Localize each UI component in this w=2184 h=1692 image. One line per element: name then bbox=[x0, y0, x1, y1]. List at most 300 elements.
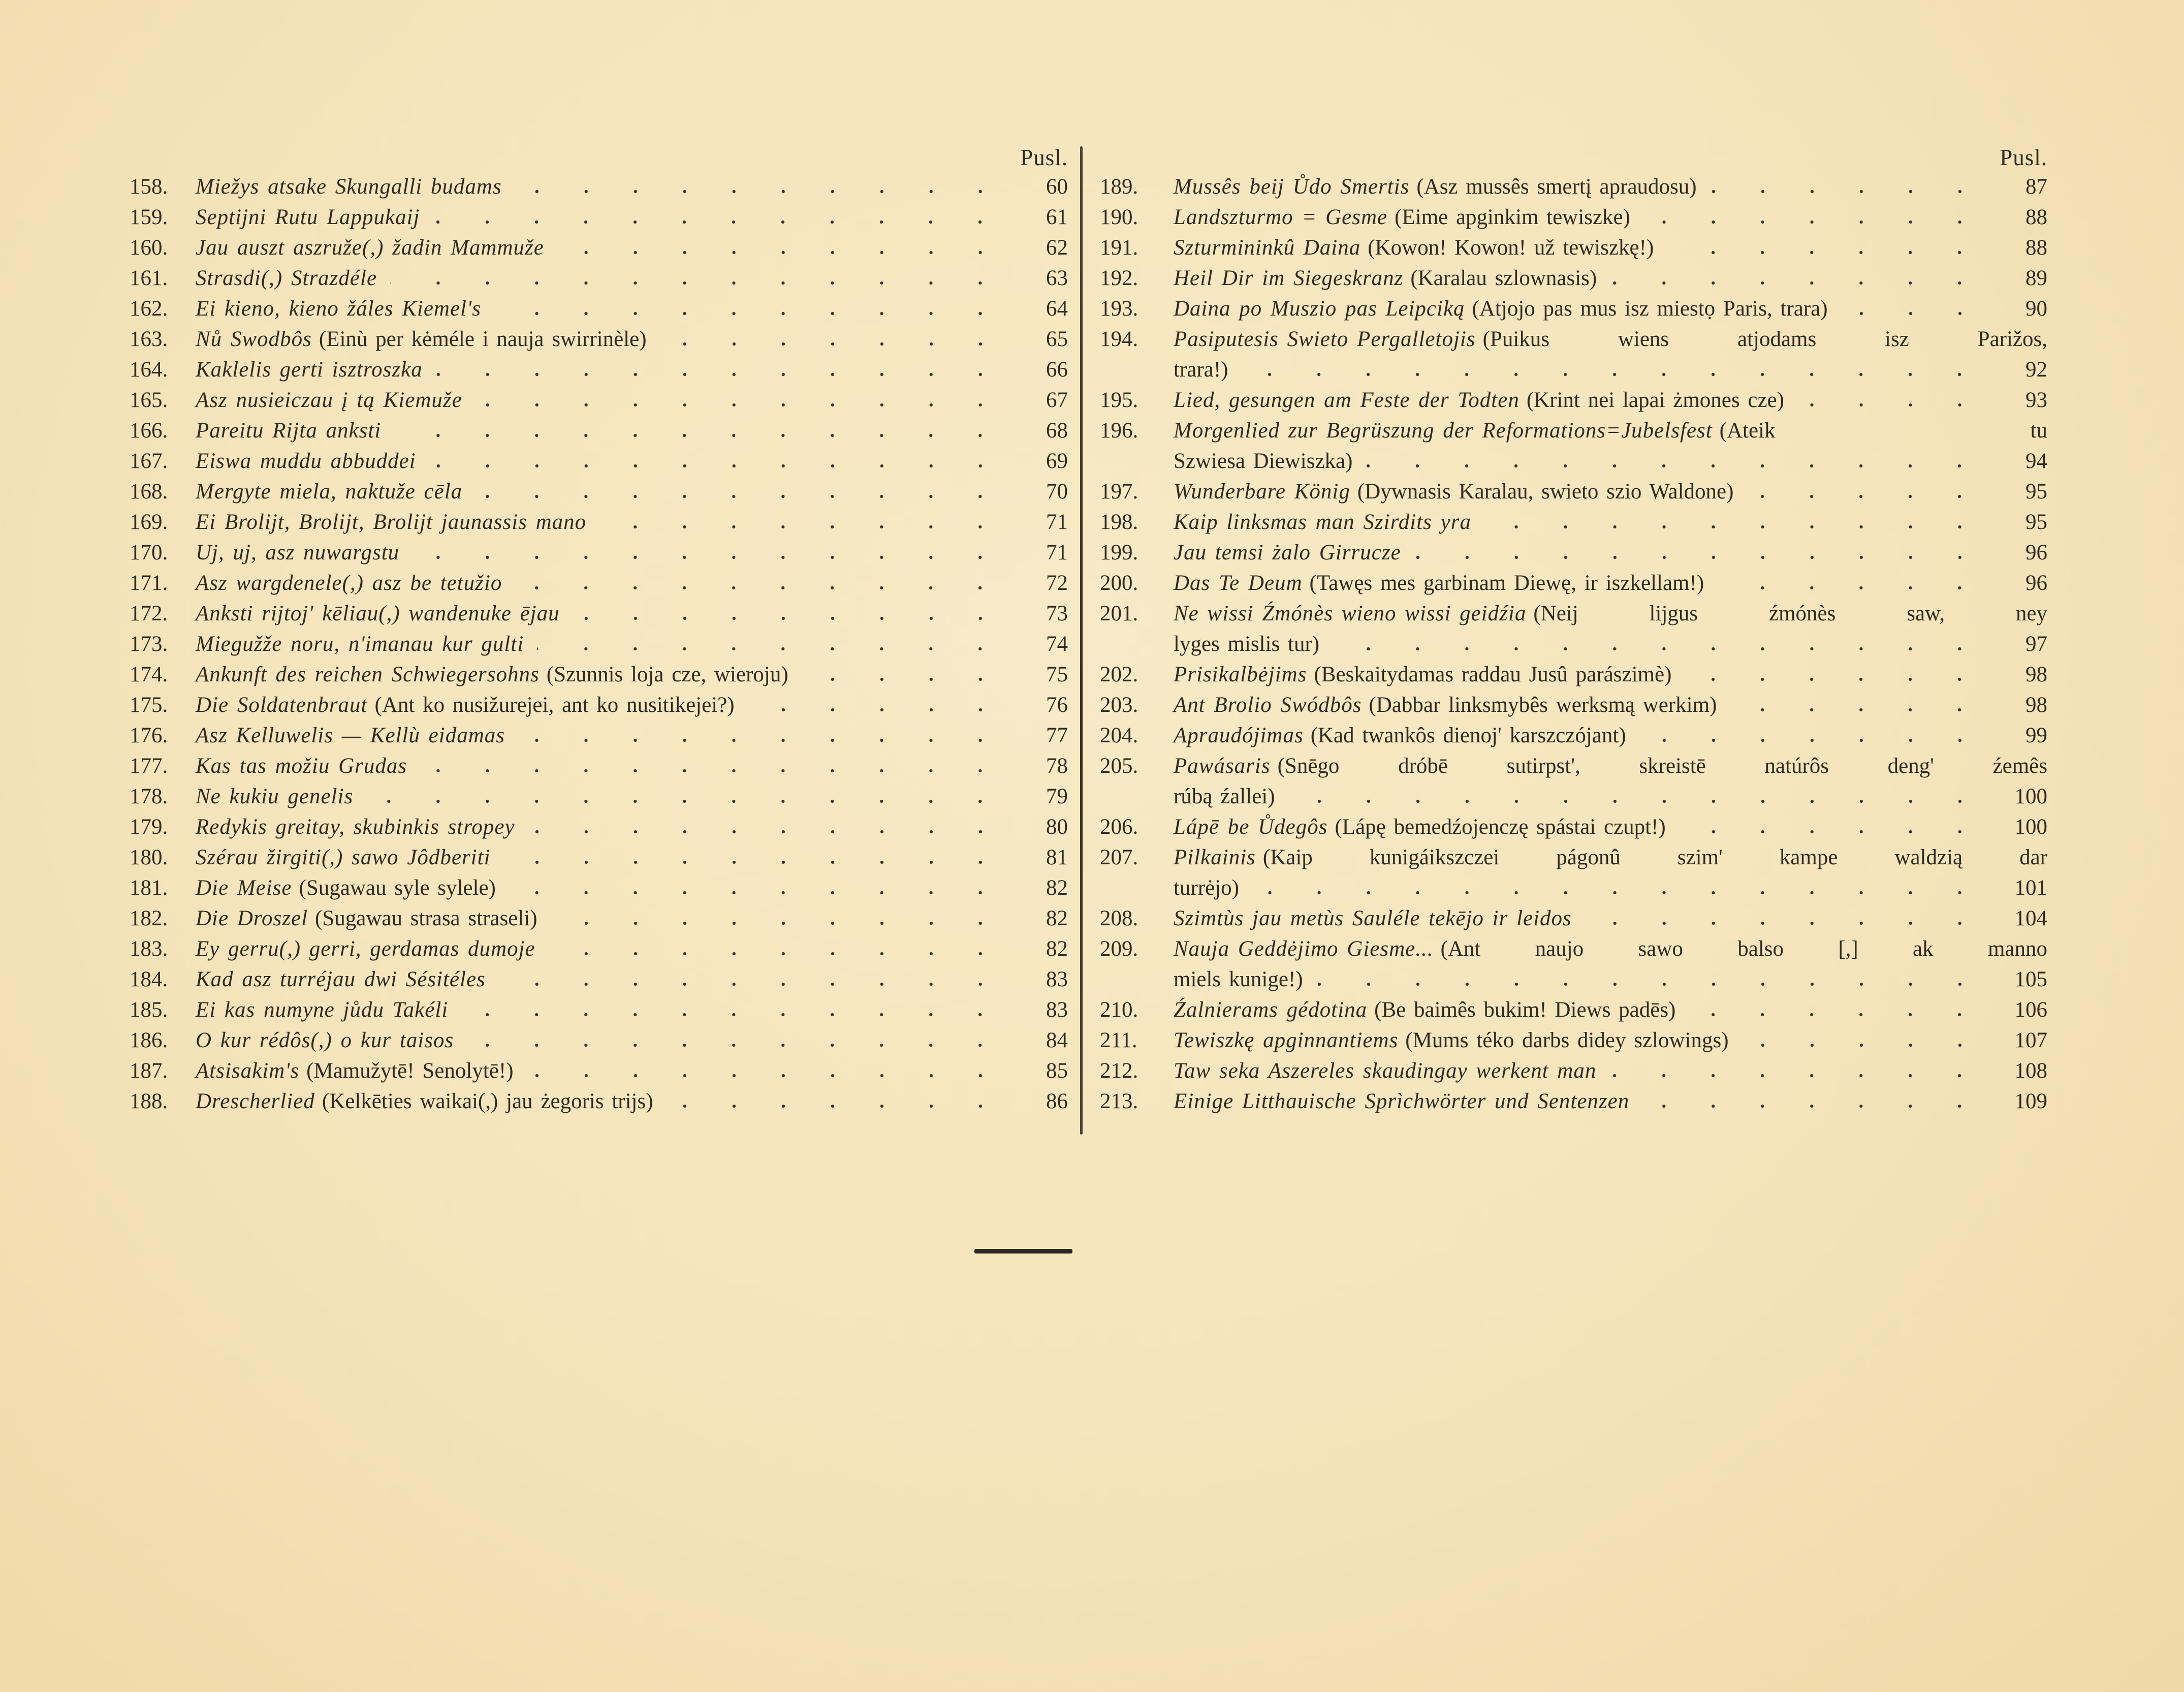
toc-entry bbox=[130, 263, 1068, 294]
page-number: 95 bbox=[2025, 480, 2047, 504]
entry-subtitle: (Kowon! Kowon! už tewiszkę!) bbox=[1368, 236, 1654, 260]
left-pusl-header: Pusl. bbox=[1020, 145, 1068, 170]
entry-text bbox=[1174, 599, 2047, 629]
entry-text bbox=[1174, 660, 1671, 690]
page-number: 70 bbox=[1046, 480, 1068, 504]
entry-number: 174. bbox=[130, 663, 168, 686]
entry-text bbox=[196, 416, 381, 446]
toc-entry bbox=[1100, 507, 2047, 538]
toc-entry bbox=[130, 964, 1068, 995]
entry-number: 162. bbox=[130, 297, 168, 321]
entry-text bbox=[1174, 903, 1572, 934]
entry-number: 180. bbox=[130, 845, 168, 869]
entry-number: 210. bbox=[1100, 998, 1138, 1022]
entry-number: 203. bbox=[1100, 693, 1138, 717]
toc-entry bbox=[1100, 477, 2047, 507]
entry-title: Szturmininkû Daina bbox=[1174, 236, 1361, 260]
toc-entry bbox=[130, 294, 1068, 324]
dot-leader bbox=[1288, 798, 1984, 804]
entry-title: Eiswa muddu abbuddei bbox=[196, 449, 416, 473]
page-number: 105 bbox=[2014, 967, 2047, 991]
toc-entry bbox=[1100, 1086, 2047, 1117]
page-number: 94 bbox=[2025, 449, 2047, 473]
page-number: 98 bbox=[2025, 663, 2047, 686]
entry-title: Pawásaris bbox=[1174, 754, 1271, 778]
toc-entry-continuation bbox=[1100, 873, 2047, 903]
entry-number: 169. bbox=[130, 510, 168, 534]
entry-continuation-text: Szwiesa Diewiszka) bbox=[1174, 449, 1353, 473]
dot-leader bbox=[549, 951, 1005, 957]
page-number: 68 bbox=[1046, 419, 1068, 443]
entry-title: Ne kukiu genelis bbox=[196, 785, 354, 808]
dot-leader bbox=[1484, 524, 1984, 530]
toc-entry-continuation bbox=[1100, 355, 2047, 385]
entry-title: Tewiszkę apginnantiems bbox=[1174, 1028, 1399, 1052]
toc-entry bbox=[130, 599, 1068, 629]
dot-leader bbox=[1643, 219, 1984, 225]
toc-entry bbox=[1100, 538, 2047, 568]
dot-leader bbox=[748, 707, 1005, 713]
entry-text bbox=[1174, 233, 1654, 263]
entry-number: 208. bbox=[1100, 906, 1138, 930]
entry-text bbox=[1174, 538, 1401, 568]
toc-entry bbox=[1100, 720, 2047, 751]
page-number: 77 bbox=[1046, 724, 1068, 747]
entry-title: Anksti rijtoj' kēliau(,) wandenuke ējau bbox=[196, 602, 560, 625]
toc-entry bbox=[1100, 751, 2047, 781]
toc-entry bbox=[1100, 934, 2047, 964]
toc-entry bbox=[130, 660, 1068, 690]
entry-text bbox=[1174, 720, 1626, 751]
entry-subtitle: (Puikus wiens atjodams isz Parižos, bbox=[1482, 327, 2047, 351]
entry-text bbox=[1174, 477, 1733, 507]
entry-title: Szimtùs jau metùs Sauléle tekējo ir leidos bbox=[1174, 906, 1572, 930]
toc-entry bbox=[1100, 1056, 2047, 1086]
dot-leader bbox=[420, 768, 1005, 774]
entry-title: Septijni Rutu Lappukaij bbox=[196, 205, 420, 229]
entry-text bbox=[196, 385, 462, 416]
page-number: 87 bbox=[2025, 175, 2047, 199]
toc-left-column bbox=[130, 143, 1068, 1117]
entry-title: Landszturmo = Gesme bbox=[1174, 205, 1388, 229]
entry-subtitle: (Einù per kėméle i nauja swirrinèle) bbox=[319, 327, 647, 351]
entry-text bbox=[1174, 172, 1697, 202]
page-number: 90 bbox=[2025, 297, 2047, 321]
entry-subtitle: (Ant ko nusižurejei, ant ko nusitikejei?) bbox=[374, 693, 735, 717]
page-number: 63 bbox=[1046, 266, 1068, 290]
entry-text bbox=[1174, 294, 1828, 324]
left-entry-rows bbox=[130, 172, 1068, 1117]
toc-entry-continuation bbox=[1100, 629, 2047, 660]
toc-entry bbox=[130, 781, 1068, 812]
toc-entry bbox=[130, 1056, 1068, 1086]
entry-continuation-text: miels kunige!) bbox=[1174, 967, 1303, 991]
dot-leader bbox=[515, 189, 1005, 195]
entry-title: Wunderbare König bbox=[1174, 480, 1350, 504]
toc-entry bbox=[130, 873, 1068, 903]
entry-text bbox=[1174, 324, 2047, 355]
entry-number: 165. bbox=[130, 388, 168, 412]
entry-number: 163. bbox=[130, 327, 168, 351]
entry-title: Die Meise bbox=[196, 876, 292, 900]
toc-entry bbox=[130, 355, 1068, 385]
entry-number: 200. bbox=[1100, 571, 1138, 595]
toc-entry bbox=[130, 477, 1068, 507]
entry-text bbox=[196, 538, 399, 568]
toc-entry bbox=[1100, 903, 2047, 934]
entry-text bbox=[196, 507, 586, 538]
page-number: 96 bbox=[2025, 541, 2047, 565]
dot-leader bbox=[515, 585, 1005, 591]
entry-number: 209. bbox=[1100, 937, 1138, 961]
entry-text bbox=[196, 568, 502, 599]
entry-text bbox=[196, 629, 524, 660]
toc-entry bbox=[130, 233, 1068, 263]
dot-leader bbox=[1609, 1073, 1984, 1079]
entry-number: 204. bbox=[1100, 724, 1138, 747]
entry-text bbox=[1174, 1025, 1729, 1056]
toc-entry bbox=[1100, 416, 2047, 446]
entry-number: 161. bbox=[130, 266, 168, 290]
entry-title: Asz wargdenele(,) asz be tetužio bbox=[196, 571, 502, 595]
dot-leader bbox=[436, 371, 1005, 378]
entry-title: Miežys atsake Skungalli budams bbox=[196, 175, 502, 199]
entry-title: Das Te Deum bbox=[1174, 571, 1303, 595]
entry-text bbox=[196, 233, 544, 263]
entry-number: 195. bbox=[1100, 388, 1138, 412]
entry-number: 190. bbox=[1100, 205, 1138, 229]
page-number: 88 bbox=[2025, 236, 2047, 260]
dot-leader bbox=[537, 646, 1005, 652]
dot-leader bbox=[1730, 707, 1984, 713]
entry-title: Mussês beij Ůdo Smertis bbox=[1174, 175, 1410, 199]
entry-title: Ey gerru(,) gerri, gerdamas dumoje bbox=[196, 937, 535, 961]
entry-text bbox=[196, 324, 647, 355]
entry-title: Jau auszt aszruže(,) žadin Mammuže bbox=[196, 236, 544, 260]
dot-leader bbox=[504, 859, 1005, 865]
toc-right-column bbox=[1100, 143, 2047, 1117]
column-divider-rule bbox=[1080, 146, 1083, 1135]
entry-title: Heil Dir im Siegeskranz bbox=[1174, 266, 1404, 290]
entry-text bbox=[196, 903, 537, 934]
entry-text bbox=[196, 720, 505, 751]
dot-leader bbox=[1685, 676, 1984, 682]
toc-entry bbox=[130, 416, 1068, 446]
entry-subtitle: (Beskaitydamas raddau Jusû parászimè) bbox=[1314, 663, 1672, 686]
section-end-rule bbox=[974, 1249, 1072, 1254]
entry-text bbox=[1174, 842, 2047, 873]
entry-title: Lied, gesungen am Feste der Todten bbox=[1174, 388, 1520, 412]
toc-entry bbox=[1100, 599, 2047, 629]
toc-entry-continuation bbox=[1100, 964, 2047, 995]
entry-text bbox=[196, 599, 560, 629]
entry-continuation-text: rúbą źallei) bbox=[1174, 785, 1275, 808]
toc-entry-continuation bbox=[1100, 781, 2047, 812]
dot-leader bbox=[1841, 310, 1984, 317]
entry-number: 206. bbox=[1100, 815, 1138, 839]
entry-number: 168. bbox=[130, 480, 168, 504]
entry-text bbox=[196, 446, 416, 477]
dot-leader bbox=[1742, 1042, 1984, 1048]
toc-entry bbox=[130, 1025, 1068, 1056]
page-number: 96 bbox=[2025, 571, 2047, 595]
entry-title: Nů Swodbôs bbox=[196, 327, 312, 351]
entry-number: 199. bbox=[1100, 541, 1138, 565]
entry-subtitle: (Sugawau syle sylele) bbox=[299, 876, 496, 900]
toc-entry bbox=[130, 903, 1068, 934]
page-number: 86 bbox=[1046, 1089, 1068, 1113]
page-number: 65 bbox=[1046, 327, 1068, 351]
entry-title: Einige Litthauische Sprìchwörter und Sentenzen bbox=[1174, 1089, 1630, 1113]
toc-entry bbox=[130, 934, 1068, 964]
page-number: 98 bbox=[2025, 693, 2047, 717]
toc-entry bbox=[1100, 233, 2047, 263]
entry-number: 189. bbox=[1100, 175, 1138, 199]
entry-subtitle: (Dywnasis Karalau, swieto szio Waldone) bbox=[1357, 480, 1734, 504]
entry-text bbox=[196, 964, 486, 995]
dot-leader bbox=[573, 615, 1005, 621]
dot-leader bbox=[1610, 280, 1984, 286]
entry-title: Atsisakim's bbox=[196, 1059, 300, 1083]
entry-text bbox=[1174, 995, 1675, 1025]
entry-number: 185. bbox=[130, 998, 168, 1022]
toc-entry bbox=[130, 385, 1068, 416]
entry-number: 181. bbox=[130, 876, 168, 900]
entry-subtitle: (Mums téko darbs didey szlowings) bbox=[1405, 1028, 1729, 1052]
dot-leader bbox=[1316, 981, 1984, 987]
entry-subtitle: (Tawęs mes garbinam Diewę, ir iszkellam!) bbox=[1309, 571, 1704, 595]
toc-entry bbox=[1100, 812, 2047, 842]
entry-subtitle: (Ateik tu bbox=[1719, 419, 2047, 443]
entry-number: 175. bbox=[130, 693, 168, 717]
dot-leader bbox=[1710, 189, 1984, 195]
entry-subtitle: (Szunnis loja cze, wieroju) bbox=[546, 663, 788, 686]
entry-number: 192. bbox=[1100, 266, 1138, 290]
page-number: 69 bbox=[1046, 449, 1068, 473]
entry-text bbox=[196, 934, 535, 964]
page-number: 75 bbox=[1046, 663, 1068, 686]
page-number: 82 bbox=[1046, 876, 1068, 900]
dot-leader bbox=[366, 798, 1005, 804]
dot-leader bbox=[509, 890, 1005, 896]
dot-leader bbox=[494, 310, 1005, 317]
entry-text bbox=[1174, 568, 1704, 599]
entry-number: 202. bbox=[1100, 663, 1138, 686]
page-number: 99 bbox=[2025, 724, 2047, 747]
entry-title: Pareitu Rijta anksti bbox=[196, 419, 382, 443]
entry-title: Lápē be Ůdegôs bbox=[1174, 815, 1328, 839]
entry-title: Nauja Geddėjimo Giesme... bbox=[1174, 937, 1434, 961]
toc-entry bbox=[1100, 568, 2047, 599]
entry-number: 178. bbox=[130, 785, 168, 808]
dot-leader bbox=[499, 981, 1005, 987]
page-number: 83 bbox=[1046, 998, 1068, 1022]
page-number: 106 bbox=[2014, 998, 2047, 1022]
entry-text bbox=[1174, 812, 1666, 842]
entry-number: 170. bbox=[130, 541, 168, 565]
page-number: 72 bbox=[1046, 571, 1068, 595]
entry-text bbox=[196, 1056, 514, 1086]
dot-leader bbox=[461, 1012, 1005, 1018]
dot-leader bbox=[390, 280, 1005, 286]
entry-subtitle: (Eime apginkim tewiszke) bbox=[1395, 205, 1630, 229]
entry-title: Szérau žirgiti(,) sawo Jôdberiti bbox=[196, 845, 491, 869]
entry-title: O kur rédôs(,) o kur taisos bbox=[196, 1028, 454, 1052]
entry-text bbox=[196, 263, 377, 294]
dot-leader bbox=[1667, 249, 1984, 256]
entry-text bbox=[196, 355, 423, 385]
entry-title: Ei kieno, kieno žáles Kiemel's bbox=[196, 297, 481, 321]
entry-subtitle: (Krint nei lapai żmones cze) bbox=[1526, 388, 1784, 412]
page-number: 67 bbox=[1046, 388, 1068, 412]
entry-continuation-text: turrėjo) bbox=[1174, 876, 1239, 900]
entry-subtitle: (Kelkēties waikai(,) jau żegoris trijs) bbox=[322, 1089, 653, 1113]
entry-subtitle: (Kad twankôs dienoj' karszczójant) bbox=[1310, 724, 1626, 747]
entry-subtitle: (Dabbar linksmybês werksmą werkim) bbox=[1369, 693, 1717, 717]
entry-number: 207. bbox=[1100, 845, 1138, 869]
page-number: 60 bbox=[1046, 175, 1068, 199]
dot-leader bbox=[1241, 371, 1984, 378]
entry-title: Die Soldatenbraut bbox=[196, 693, 368, 717]
toc-entry bbox=[130, 172, 1068, 202]
entry-number: 194. bbox=[1100, 327, 1138, 351]
entry-number: 191. bbox=[1100, 236, 1138, 260]
page-number: 85 bbox=[1046, 1059, 1068, 1083]
entry-subtitle: (Mamužytē! Senolytē!) bbox=[306, 1059, 514, 1083]
entry-number: 171. bbox=[130, 571, 168, 595]
page-number: 62 bbox=[1046, 236, 1068, 260]
entry-text bbox=[1174, 751, 2047, 781]
page-number: 107 bbox=[2014, 1028, 2047, 1052]
toc-entry bbox=[130, 995, 1068, 1025]
dot-leader bbox=[433, 219, 1005, 225]
page-number: 92 bbox=[2025, 358, 2047, 382]
entry-number: 211. bbox=[1100, 1028, 1137, 1052]
entry-title: Źalnierams gédotina bbox=[1174, 998, 1368, 1022]
toc-entry bbox=[1100, 294, 2047, 324]
entry-title: Ei Brolijt, Brolijt, Brolijt jaunassis mano bbox=[196, 510, 587, 534]
page-number: 101 bbox=[2014, 876, 2047, 900]
entry-title: Mergyte miela, naktuže cēla bbox=[196, 480, 463, 504]
entry-title: Asz Kelluwelis — Kellù eidamas bbox=[196, 724, 505, 747]
toc-entry bbox=[1100, 842, 2047, 873]
toc-entry bbox=[130, 538, 1068, 568]
entry-title: Miegužže noru, n'imanau kur gulti bbox=[196, 632, 524, 656]
entry-subtitle: (Lápę bemedźojenczę spástai czupt!) bbox=[1335, 815, 1666, 839]
entry-title: Redykis greitay, skubinkis stropey bbox=[196, 815, 515, 839]
entry-title: Kas tas možiu Grudas bbox=[196, 754, 407, 778]
toc-entry bbox=[130, 202, 1068, 233]
page-number: 108 bbox=[2014, 1059, 2047, 1083]
page-number: 83 bbox=[1046, 967, 1068, 991]
toc-entry bbox=[1100, 660, 2047, 690]
dot-leader bbox=[1585, 920, 1984, 926]
entry-number: 160. bbox=[130, 236, 168, 260]
entry-number: 186. bbox=[130, 1028, 168, 1052]
entry-continuation-text: trara!) bbox=[1174, 358, 1228, 382]
toc-entry bbox=[130, 720, 1068, 751]
entry-text bbox=[196, 660, 788, 690]
entry-text bbox=[196, 172, 502, 202]
dot-leader bbox=[429, 463, 1005, 469]
toc-entry bbox=[1100, 690, 2047, 720]
entry-title: Taw seka Aszereles skaudingay werkent man bbox=[1174, 1059, 1597, 1083]
page-number: 95 bbox=[2025, 510, 2047, 534]
entry-title: Prisikalbėjims bbox=[1174, 663, 1307, 686]
entry-text bbox=[1174, 507, 1471, 538]
entry-number: 183. bbox=[130, 937, 168, 961]
page-number: 109 bbox=[2014, 1089, 2047, 1113]
dot-leader bbox=[518, 737, 1005, 743]
entry-subtitle: (Karalau szlownasis) bbox=[1410, 266, 1597, 290]
dot-leader bbox=[1366, 463, 1984, 469]
entry-text bbox=[1174, 263, 1597, 294]
dot-leader bbox=[1797, 402, 1984, 408]
toc-entry bbox=[130, 812, 1068, 842]
entry-text bbox=[1174, 202, 1630, 233]
dot-leader bbox=[476, 402, 1005, 408]
entry-text bbox=[1174, 690, 1717, 720]
dot-leader bbox=[413, 554, 1005, 560]
page-number: 104 bbox=[2014, 906, 2047, 930]
page-number: 73 bbox=[1046, 602, 1068, 625]
dot-leader bbox=[1689, 1012, 1984, 1018]
toc-entry bbox=[130, 690, 1068, 720]
page-number: 61 bbox=[1046, 205, 1068, 229]
entry-subtitle: (Atjojo pas mus isz miestọ Paris, trara) bbox=[1472, 297, 1828, 321]
entry-title: Ei kas numyne jůdu Takéli bbox=[196, 998, 449, 1022]
toc-entry bbox=[1100, 995, 2047, 1025]
toc-entry bbox=[1100, 1025, 2047, 1056]
entry-number: 201. bbox=[1100, 602, 1138, 625]
entry-number: 187. bbox=[130, 1059, 168, 1083]
entry-title: Uj, uj, asz nuwargstu bbox=[196, 541, 400, 565]
toc-entry-continuation bbox=[1100, 446, 2047, 477]
page-number: 64 bbox=[1046, 297, 1068, 321]
dot-leader bbox=[1679, 829, 1984, 835]
entry-text bbox=[196, 995, 448, 1025]
entry-text bbox=[1174, 1056, 1596, 1086]
entry-text bbox=[196, 690, 735, 720]
dot-leader bbox=[1252, 890, 1984, 896]
toc-entry bbox=[1100, 385, 2047, 416]
entry-number: 197. bbox=[1100, 480, 1138, 504]
entry-text bbox=[196, 781, 353, 812]
entry-number: 193. bbox=[1100, 297, 1138, 321]
page-number: 84 bbox=[1046, 1028, 1068, 1052]
entry-title: Ant Brolio Swódbôs bbox=[1174, 693, 1362, 717]
entry-number: 213. bbox=[1100, 1089, 1138, 1113]
page-number: 82 bbox=[1046, 906, 1068, 930]
entry-title: Die Droszel bbox=[196, 906, 308, 930]
toc-entry bbox=[130, 751, 1068, 781]
toc-entry bbox=[130, 446, 1068, 477]
entry-number: 173. bbox=[130, 632, 168, 656]
dot-leader bbox=[1642, 1103, 1984, 1109]
page-number: 71 bbox=[1046, 510, 1068, 534]
toc-entry bbox=[130, 324, 1068, 355]
entry-number: 164. bbox=[130, 358, 168, 382]
entry-number: 176. bbox=[130, 724, 168, 747]
entry-subtitle: (Ant naujo sawo balso [,] ak manno bbox=[1440, 937, 2047, 961]
dot-leader bbox=[1717, 585, 1984, 591]
entry-title: Drescherlied bbox=[196, 1089, 315, 1113]
entry-number: 184. bbox=[130, 967, 168, 991]
right-entry-rows bbox=[1100, 172, 2047, 1117]
dot-leader bbox=[1747, 493, 1984, 499]
entry-number: 177. bbox=[130, 754, 168, 778]
entry-number: 188. bbox=[130, 1089, 168, 1113]
